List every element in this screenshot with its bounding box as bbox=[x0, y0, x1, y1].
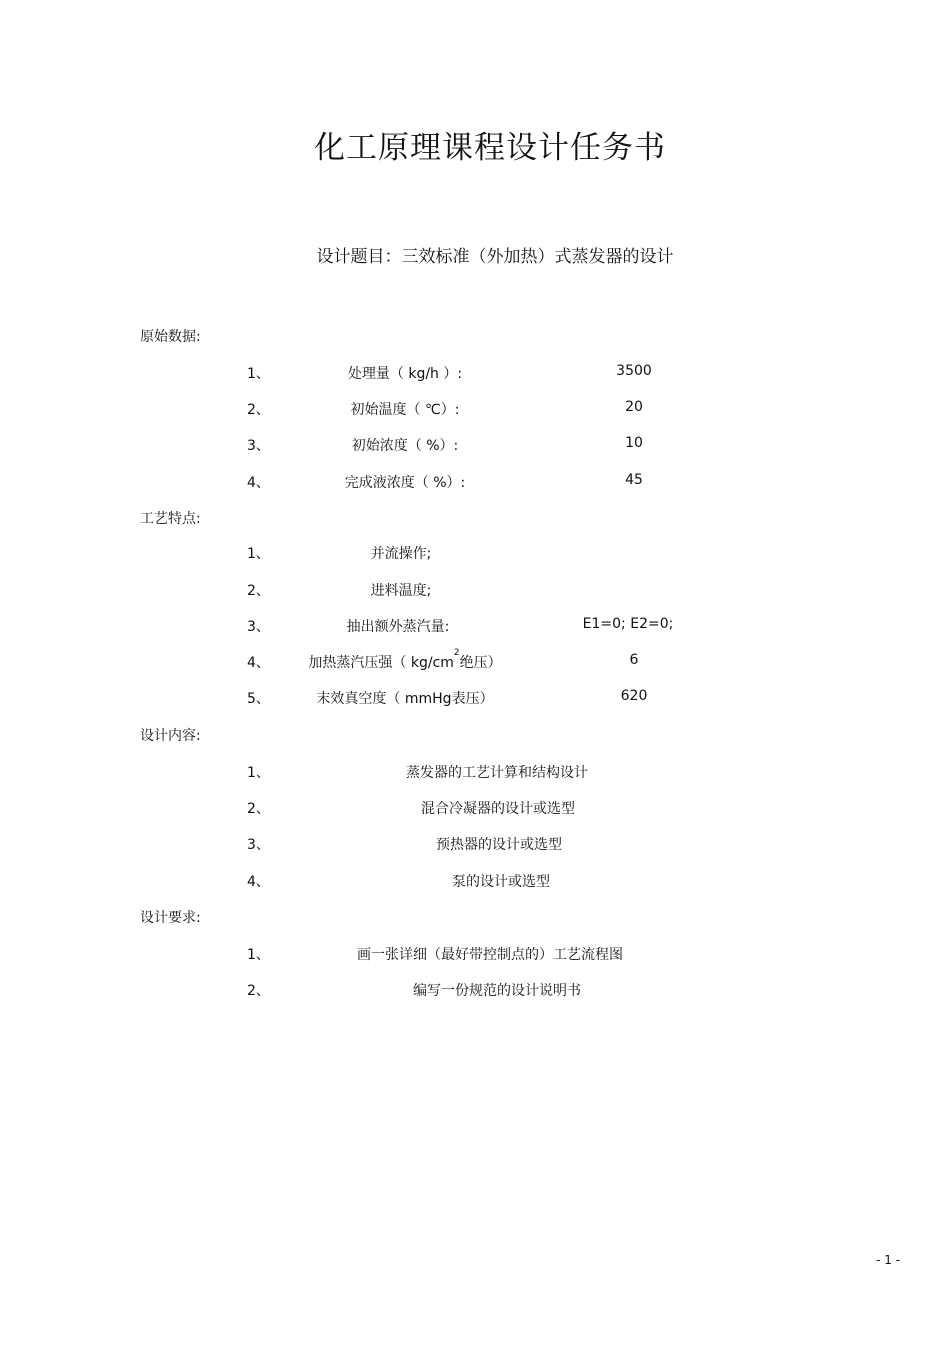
item-number: 4、 bbox=[247, 874, 270, 890]
item-value: 10 bbox=[625, 435, 643, 451]
item-value: 620 bbox=[620, 688, 648, 704]
item-number: 1、 bbox=[247, 947, 270, 963]
item-label: 初始温度（ ℃）: bbox=[350, 402, 460, 418]
item-number: 5、 bbox=[247, 691, 270, 707]
item-label: 完成液浓度（ %）: bbox=[344, 475, 466, 491]
heading-design-requirements: 设计要求: bbox=[140, 910, 201, 926]
item-label: 泵的设计或选型 bbox=[452, 874, 550, 890]
item-label: 抽出额外蒸汽量: bbox=[346, 619, 450, 635]
item-value: 45 bbox=[625, 472, 643, 488]
item-value: 6 bbox=[629, 652, 639, 668]
item-label: 蒸发器的工艺计算和结构设计 bbox=[406, 765, 588, 781]
label-text: 绝压） bbox=[459, 655, 502, 671]
heading-original-data: 原始数据: bbox=[140, 329, 201, 345]
item-label: 处理量（ kg/h ）: bbox=[347, 366, 463, 382]
item-label: 预热器的设计或选型 bbox=[436, 837, 562, 853]
item-label: 并流操作; bbox=[370, 546, 432, 562]
item-number: 2、 bbox=[247, 583, 270, 599]
item-label: 末效真空度（ mmHg表压） bbox=[316, 691, 494, 707]
item-number: 3、 bbox=[247, 619, 270, 635]
item-number: 4、 bbox=[247, 655, 270, 671]
item-value: 20 bbox=[625, 399, 643, 415]
item-number: 2、 bbox=[247, 801, 270, 817]
item-number: 4、 bbox=[247, 475, 270, 491]
item-value: E1=0; E2=0; bbox=[582, 616, 674, 632]
item-label: 混合冷凝器的设计或选型 bbox=[421, 801, 575, 817]
page-number: - 1 - bbox=[876, 1253, 900, 1267]
item-number: 2、 bbox=[247, 983, 270, 999]
document-title: 化工原理课程设计任务书 bbox=[314, 130, 666, 166]
item-number: 3、 bbox=[247, 837, 270, 853]
design-topic: 设计题目：三效标准（外加热）式蒸发器的设计 bbox=[316, 247, 674, 267]
item-number: 1、 bbox=[247, 546, 270, 562]
item-label bbox=[308, 648, 502, 672]
item-label: 画一张详细（最好带控制点的）工艺流程图 bbox=[357, 947, 623, 963]
item-number: 1、 bbox=[247, 765, 270, 781]
item-number: 1、 bbox=[247, 366, 270, 382]
item-number: 2、 bbox=[247, 402, 270, 418]
item-label: 初始浓度（ %）: bbox=[351, 438, 459, 454]
heading-design-content: 设计内容: bbox=[140, 728, 201, 744]
item-value: 3500 bbox=[616, 363, 652, 379]
superscript: 2 bbox=[453, 648, 460, 658]
heading-process-features: 工艺特点: bbox=[140, 511, 201, 527]
label-text: 加热蒸汽压强（ kg/cm bbox=[308, 655, 454, 671]
item-label: 编写一份规范的设计说明书 bbox=[413, 983, 581, 999]
item-label: 进料温度; bbox=[370, 583, 432, 599]
item-number: 3、 bbox=[247, 438, 270, 454]
